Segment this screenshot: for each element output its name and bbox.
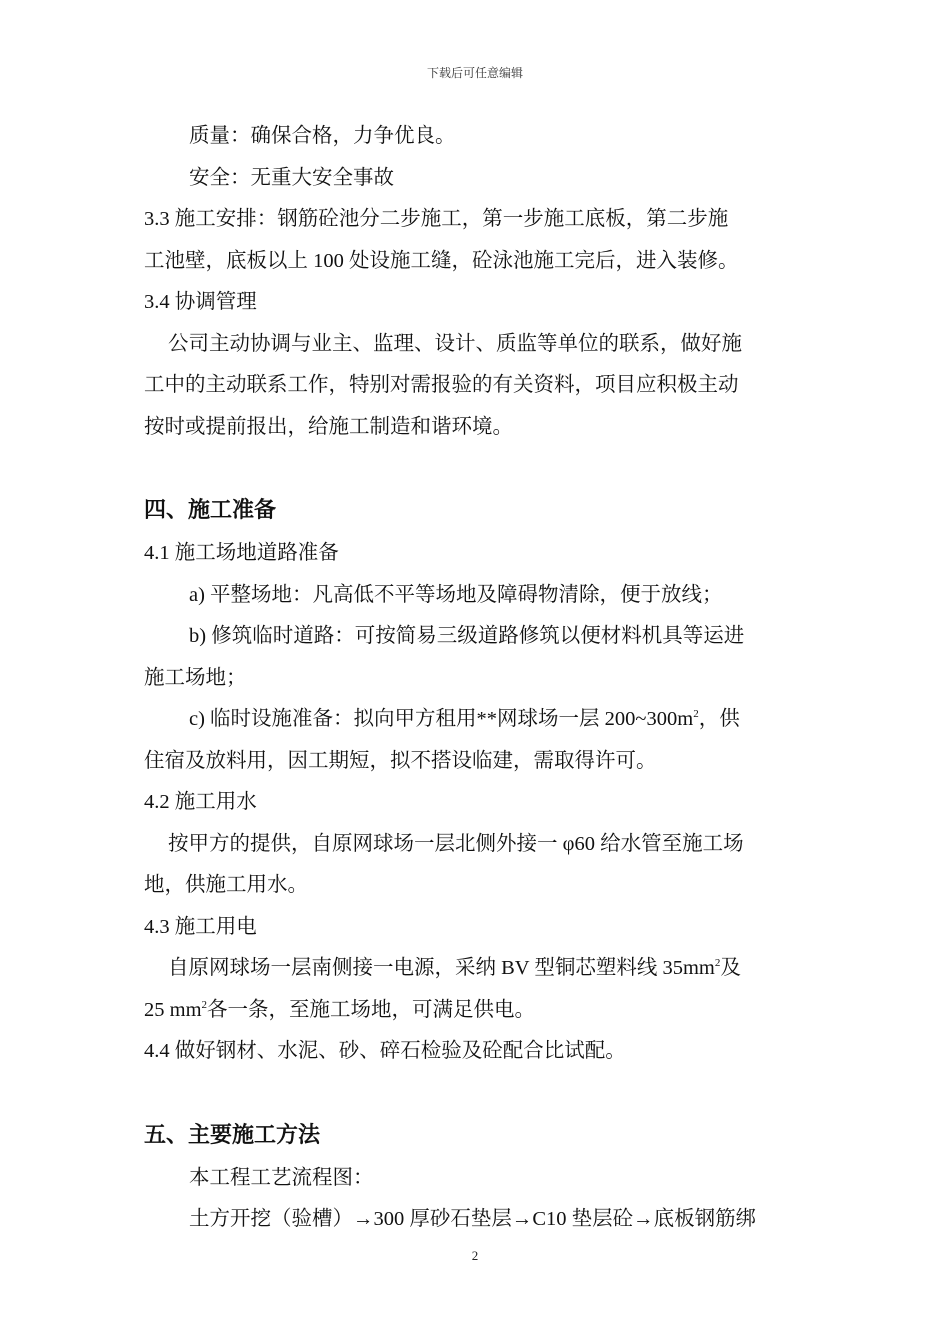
section-4-3-title: 4.3 施工用电 bbox=[144, 915, 257, 938]
section-4-4-line: 4.4 做好钢材、水泥、砂、碎石检验及砼配合比试配。 bbox=[144, 1040, 626, 1062]
section-3-4-title: 3.4 协调管理 bbox=[144, 291, 257, 313]
flowchart-intro: 本工程工艺流程图： bbox=[189, 1166, 374, 1189]
section-4-1-title: 4.1 施工场地道路准备 bbox=[144, 542, 339, 564]
heading-5: 五、主要施工方法 bbox=[144, 1122, 321, 1148]
section-4-2-title: 4.2 施工用水 bbox=[144, 791, 257, 813]
power-line-1: 自原网球场一层南侧接一电源，采纳 BV 型铜芯塑料线 $35mm^2$及 bbox=[168, 957, 741, 979]
coordination-line-2: 工中的主动联系工作，特别对需报验的有关资料，项目应积极主动 bbox=[144, 374, 739, 396]
heading-4: 四、施工准备 bbox=[144, 498, 277, 523]
item-b-line-1: b) 修筑临时道路：可按简易三级道路修筑以便材料机具等运进 bbox=[189, 625, 745, 647]
section-3-3-line-1: 3.3 施工安排：钢筋砼池分二步施工，第一步施工底板，第二步施 bbox=[144, 208, 729, 230]
quality-line: 质量：确保合格，力争优良。 bbox=[189, 125, 456, 147]
page-header: 下载后可任意编辑 bbox=[426, 66, 523, 80]
item-c-line-2: 住宿及放料用，因工期短，拟不搭设临建，需取得许可。 bbox=[144, 749, 657, 772]
water-line-2: 地，供施工用水。 bbox=[144, 874, 308, 896]
flowchart-line: 土方开挖（验槽）→300 厚砂石垫层→C10 垫层砼→底板钢筋绑 bbox=[189, 1208, 757, 1230]
section-3-3-line-2: 工池壁，底板以上 100 处设施工缝，砼泳池施工完后，进入装修。 bbox=[144, 249, 739, 272]
item-a: a) 平整场地：凡高低不平等场地及障碍物清除，便于放线； bbox=[189, 583, 723, 606]
document-body bbox=[144, 116, 808, 1241]
item-b-line-2: 施工场地； bbox=[144, 666, 247, 689]
safety-line: 安全：无重大安全事故 bbox=[189, 166, 394, 189]
coordination-line-3: 按时或提前报出，给施工制造和谐环境。 bbox=[144, 415, 513, 438]
power-line-2: 25 $mm^2$各一条，至施工场地，可满足供电。 bbox=[144, 998, 536, 1021]
water-line-1: 按甲方的提供，自原网球场一层北侧外接一 φ60 给水管至施工场 bbox=[168, 832, 744, 855]
coordination-line-1: 公司主动协调与业主、监理、设计、质监等单位的联系，做好施 bbox=[168, 332, 742, 355]
page-number: 2 bbox=[471, 1248, 479, 1263]
item-c-line-1: c) 临时设施准备：拟向甲方租用**网球场一层 $200\sim 300m^2$，供 bbox=[189, 708, 740, 730]
